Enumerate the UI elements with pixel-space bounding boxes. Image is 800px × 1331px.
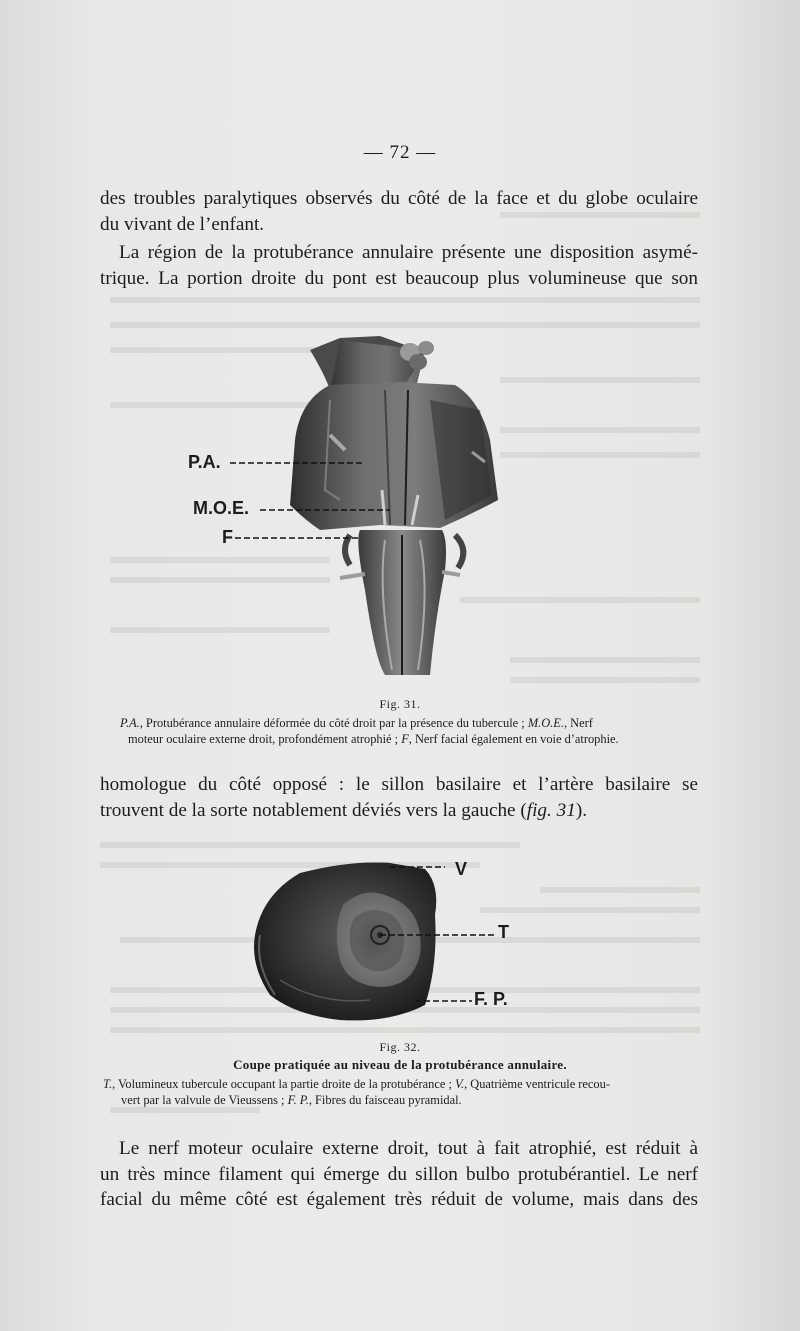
text-line: des troubles paralytiques observés du côté de la face et du globe oculaire: [100, 188, 698, 209]
figure-32-label-v: V: [455, 859, 468, 879]
figure-32-caption: [103, 1077, 698, 1108]
caption-abbrev: P.A.: [120, 716, 140, 730]
caption-text: , Quatrième ventricule recou-: [464, 1077, 610, 1091]
caption-abbrev: T.: [103, 1077, 113, 1091]
figure-31-label-pa: P.A.: [188, 452, 221, 472]
caption-text: vert par la valvule de Vieussens ;: [121, 1092, 288, 1107]
text-line: homologue du côté opposé : le sillon basilaire et l’artère basilaire se: [100, 774, 698, 795]
figure-32-title: Coupe pratiquée au niveau de la protubérance annulaire.: [233, 1057, 567, 1072]
caption-text: , Nerf: [563, 716, 593, 730]
figure-32-illustration: [240, 855, 700, 1030]
caption-line: [120, 716, 700, 732]
caption-abbrev: F. P.: [287, 1092, 309, 1107]
caption-line: [120, 732, 700, 748]
caption-text: , Protubérance annulaire déformée du côté droit par la présence du tubercule ;: [139, 716, 528, 730]
figure-31-caption: [120, 716, 700, 747]
text-line: un très mince filament qui émerge du sillon bulbo protubérantiel. Le nerf: [100, 1163, 698, 1185]
figure-32-number: Fig. 32.: [379, 1040, 421, 1054]
text-line: facial du même côté est également très réduit de volume, mais dans des: [100, 1189, 698, 1211]
text-fragment: trouvent de la sorte notablement déviés vers la gauche (: [100, 799, 527, 821]
text-line: [100, 798, 698, 824]
figure-32-label-t: T: [498, 922, 509, 942]
paragraph-2: [100, 240, 698, 291]
caption-text: , Volumineux tubercule occupant la partie droite de la protubérance ;: [112, 1077, 455, 1091]
caption-text: , Fibres du faisceau pyramidal.: [308, 1092, 462, 1107]
paragraph-3: [100, 772, 698, 823]
caption-text: , Nerf facial également en voie d’atrophie.: [408, 731, 619, 746]
text-fragment: ).: [575, 799, 587, 821]
text-line: du vivant de l’enfant.: [100, 213, 265, 235]
text-line: trique. La portion droite du pont est beaucoup plus volumineuse que son: [100, 267, 698, 289]
caption-abbrev: M.O.E.: [527, 716, 564, 730]
caption-line: [103, 1077, 698, 1093]
figure-31-label-f: F: [222, 527, 233, 547]
text-line: Le nerf moteur oculaire externe droit, tout à fait atrophié, est réduit à: [119, 1138, 698, 1159]
page-number: — 72 —: [363, 142, 437, 163]
figure-31-label-moe: M.O.E.: [193, 498, 250, 518]
figure-reference: fig. 31: [526, 799, 576, 821]
caption-text: moteur oculaire externe droit, profondément atrophié ;: [128, 731, 402, 746]
caption-abbrev: F: [401, 731, 409, 746]
caption-abbrev: V.: [455, 1077, 465, 1091]
paragraph-4: [100, 1136, 698, 1213]
text-line: La région de la protubérance annulaire présente une disposition asymé-: [119, 242, 698, 263]
figure-32-label-fp: F. P.: [474, 989, 508, 1009]
caption-line: [103, 1093, 698, 1109]
figure-31-number: Fig. 31.: [379, 697, 421, 711]
paragraph-1: [100, 186, 698, 237]
